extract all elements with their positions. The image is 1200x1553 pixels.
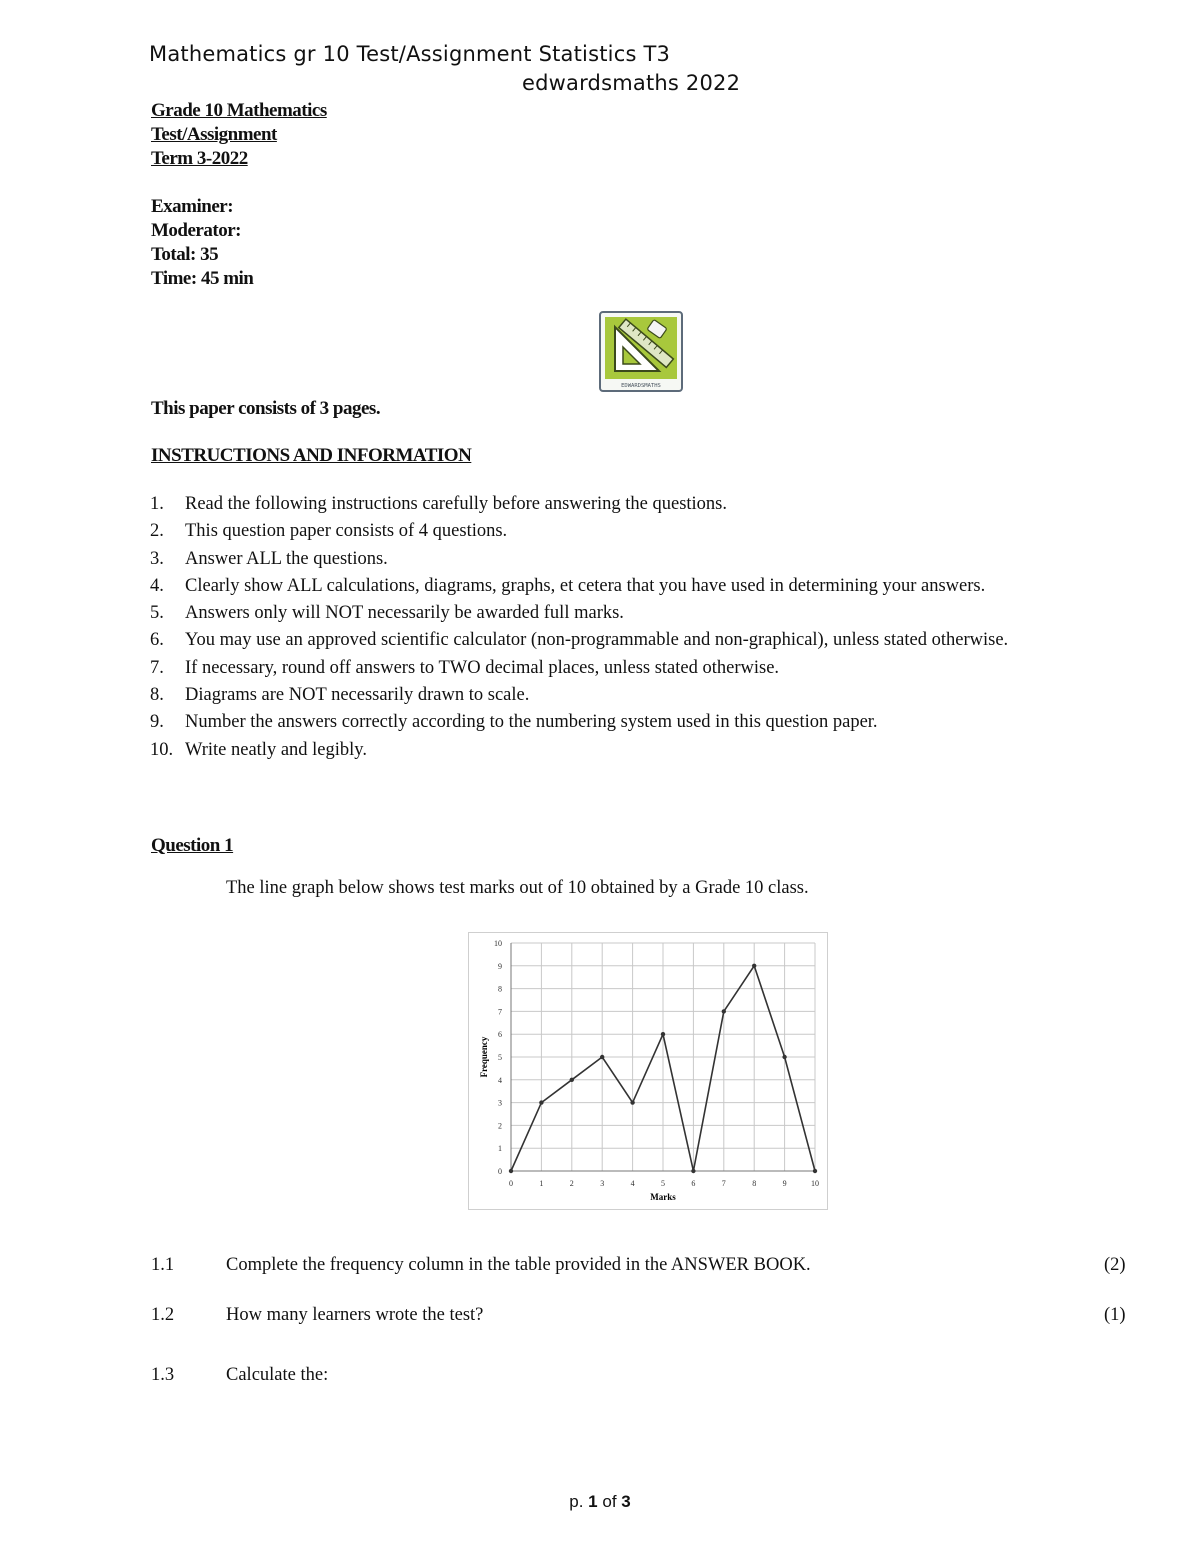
data-point bbox=[539, 1100, 543, 1104]
x-tick-label: 4 bbox=[630, 1179, 635, 1188]
data-point bbox=[509, 1169, 513, 1173]
question-1-1-number: 1.1 bbox=[151, 1255, 175, 1275]
x-tick-label: 6 bbox=[691, 1179, 696, 1188]
instruction-number: 10. bbox=[150, 739, 174, 760]
x-tick-label: 9 bbox=[782, 1179, 787, 1188]
instructions-heading: INSTRUCTIONS AND INFORMATION bbox=[151, 445, 472, 466]
instruction-item bbox=[150, 682, 1130, 709]
y-tick-label: 6 bbox=[498, 1030, 502, 1040]
frequency-line-chart bbox=[469, 933, 827, 1209]
instruction-item bbox=[150, 627, 1130, 654]
instruction-item bbox=[150, 709, 1130, 736]
question-1-1-text: Complete the frequency column in the table provided in the ANSWER BOOK. bbox=[226, 1255, 811, 1275]
instruction-text: If necessary, round off answers to TWO decimal places, unless stated otherwise. bbox=[185, 657, 780, 678]
instruction-number: 9. bbox=[150, 712, 164, 733]
instruction-number: 2. bbox=[150, 521, 164, 542]
instruction-item bbox=[150, 737, 1130, 764]
question-1-2-marks: (1) bbox=[1104, 1305, 1126, 1325]
data-point bbox=[722, 1009, 726, 1013]
chart-grid bbox=[511, 943, 815, 1171]
question-1-2-number: 1.2 bbox=[151, 1305, 175, 1325]
instruction-number: 4. bbox=[150, 575, 164, 596]
cover-examiner: Examiner: bbox=[151, 196, 234, 217]
question-1-heading: Question 1 bbox=[151, 835, 234, 856]
page-footer bbox=[0, 1492, 1200, 1512]
set-square-ruler-icon bbox=[601, 313, 681, 390]
cover-total: Total: 35 bbox=[151, 244, 219, 265]
line-chart-frame bbox=[468, 932, 828, 1210]
chart-y-axis-label: Frequency bbox=[479, 1036, 489, 1078]
x-tick-label: 8 bbox=[752, 1179, 757, 1188]
edwardsmaths-logo bbox=[599, 311, 683, 392]
instruction-item bbox=[150, 573, 1130, 600]
x-tick-label: 3 bbox=[600, 1179, 605, 1188]
y-tick-label: 1 bbox=[498, 1144, 502, 1154]
instruction-text: Write neatly and legibly. bbox=[185, 739, 367, 760]
instruction-number: 3. bbox=[150, 548, 164, 569]
y-tick-label: 3 bbox=[498, 1098, 502, 1108]
document-header-brand: edwardsmaths 2022 bbox=[522, 71, 741, 95]
footer-prefix: p. bbox=[569, 1492, 589, 1511]
cover-title-type: Test/Assignment bbox=[151, 124, 277, 145]
y-tick-label: 2 bbox=[498, 1121, 502, 1131]
question-1-3-text: Calculate the: bbox=[226, 1365, 329, 1385]
y-tick-label: 9 bbox=[498, 961, 502, 971]
instruction-item bbox=[150, 491, 1130, 518]
instruction-number: 8. bbox=[150, 685, 164, 706]
y-tick-label: 4 bbox=[498, 1075, 502, 1085]
y-tick-label: 7 bbox=[498, 1007, 502, 1017]
data-point bbox=[570, 1078, 574, 1082]
instruction-text: Clearly show ALL calculations, diagrams, graphs, et cetera that you have used in determining your answers. bbox=[185, 575, 986, 596]
question-1-3-number: 1.3 bbox=[151, 1365, 175, 1385]
instruction-text: This question paper consists of 4 questions. bbox=[185, 521, 508, 542]
instruction-item bbox=[150, 600, 1130, 627]
y-tick-label: 10 bbox=[494, 939, 502, 948]
instruction-item bbox=[150, 655, 1130, 682]
cover-title-term: Term 3-2022 bbox=[151, 148, 248, 169]
footer-page-number: 1 bbox=[588, 1492, 598, 1511]
instruction-text: Number the answers correctly according to the numbering system used in this question paper. bbox=[185, 712, 878, 733]
x-tick-label: 10 bbox=[811, 1179, 819, 1188]
chart-axes bbox=[494, 939, 819, 1188]
cover-pages-note: This paper consists of 3 pages. bbox=[151, 398, 381, 419]
instruction-text: Answers only will NOT necessarily be awarded full marks. bbox=[185, 603, 624, 624]
instruction-text: Diagrams are NOT necessarily drawn to scale. bbox=[185, 685, 530, 706]
x-tick-label: 7 bbox=[721, 1179, 726, 1188]
instruction-text: You may use an approved scientific calculator (non-programmable and non-graphical), unless stated otherwise. bbox=[185, 630, 1009, 651]
data-point bbox=[752, 964, 756, 968]
footer-of: of bbox=[597, 1492, 622, 1511]
data-point bbox=[813, 1169, 817, 1173]
question-1-intro: The line graph below shows test marks out of 10 obtained by a Grade 10 class. bbox=[226, 878, 809, 898]
x-tick-label: 0 bbox=[509, 1179, 513, 1188]
instruction-text: Answer ALL the questions. bbox=[185, 548, 388, 569]
x-tick-label: 5 bbox=[661, 1179, 665, 1188]
data-point bbox=[782, 1055, 786, 1059]
chart-x-axis-label: Marks bbox=[650, 1192, 676, 1202]
instruction-number: 5. bbox=[150, 603, 164, 624]
data-point bbox=[630, 1100, 634, 1104]
instruction-text: Read the following instructions carefully before answering the questions. bbox=[185, 494, 728, 514]
instructions-list bbox=[150, 491, 1130, 764]
y-tick-label: 0 bbox=[498, 1167, 502, 1176]
question-1-1-marks: (2) bbox=[1104, 1255, 1126, 1275]
question-1-2-text: How many learners wrote the test? bbox=[226, 1305, 484, 1325]
instruction-number: 7. bbox=[150, 657, 164, 678]
instruction-number: 1. bbox=[150, 494, 164, 514]
document-header-title: Mathematics gr 10 Test/Assignment Statistics T3 bbox=[149, 42, 671, 66]
instruction-item bbox=[150, 546, 1130, 573]
data-point bbox=[661, 1032, 665, 1036]
y-tick-label: 8 bbox=[498, 984, 502, 994]
y-tick-label: 5 bbox=[498, 1053, 502, 1062]
data-point bbox=[691, 1169, 695, 1173]
x-tick-label: 2 bbox=[569, 1179, 574, 1188]
cover-moderator: Moderator: bbox=[151, 220, 241, 241]
cover-title-grade: Grade 10 Mathematics bbox=[151, 100, 327, 121]
instruction-item bbox=[150, 518, 1130, 545]
data-point bbox=[600, 1055, 604, 1059]
footer-page-total: 3 bbox=[621, 1492, 631, 1511]
x-tick-label: 1 bbox=[539, 1179, 544, 1188]
logo-label: EDWARDSMATHS bbox=[621, 383, 661, 389]
cover-time: Time: 45 min bbox=[151, 268, 254, 289]
instruction-number: 6. bbox=[150, 630, 164, 651]
